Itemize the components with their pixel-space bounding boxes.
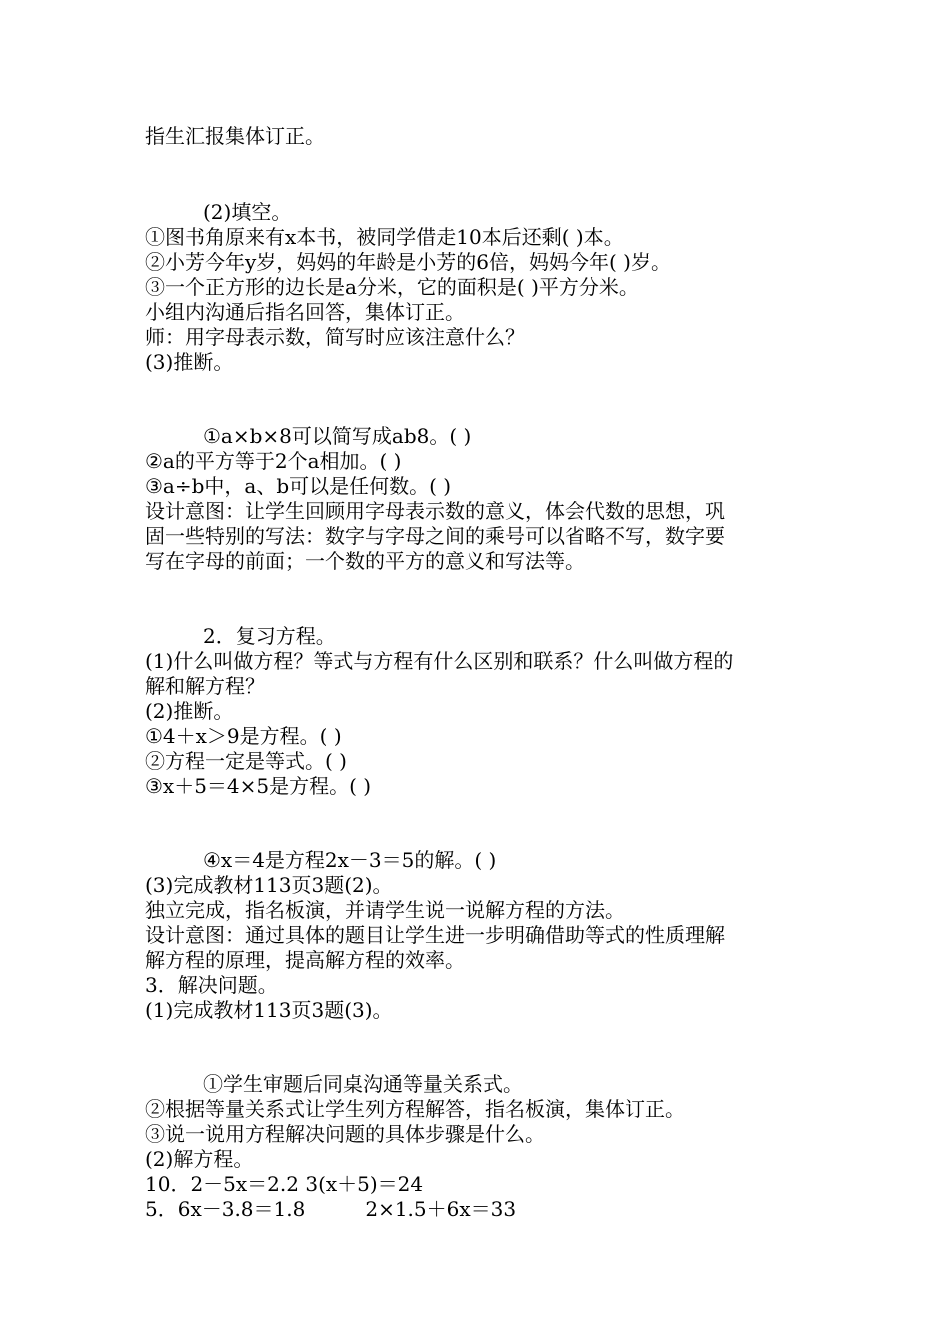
- equation-line: 10．2－5x＝2.2 3(x＋5)＝24: [145, 1172, 424, 1196]
- text-line: (1)完成教材113页3题(3)。: [145, 998, 393, 1022]
- text-line: ③a÷b中，a、b可以是任何数。( ): [145, 474, 452, 498]
- text-line: 指生汇报集体订正。: [145, 124, 325, 148]
- text-line: ①学生审题后同桌沟通等量关系式。: [203, 1072, 523, 1096]
- text-line: 小组内沟通后指名回答，集体订正。: [145, 300, 465, 324]
- text-line: ①4＋x＞9是方程。( ): [145, 724, 342, 748]
- text-line: ②小芳今年y岁，妈妈的年龄是小芳的6倍，妈妈今年( )岁。: [145, 250, 671, 274]
- text-line: ①图书角原来有x本书，被同学借走10本后还剩( )本。: [145, 225, 624, 249]
- text-line: (3)推断。: [145, 350, 234, 374]
- text-line: 师：用字母表示数，简写时应该注意什么？: [145, 325, 525, 349]
- text-line: (2)解方程。: [145, 1147, 254, 1171]
- text-line: 解和解方程？: [145, 674, 265, 698]
- text-line: ③说一说用方程解决问题的具体步骤是什么。: [145, 1122, 545, 1146]
- text-line: (2)推断。: [145, 699, 234, 723]
- section-heading: 3．解决问题。: [145, 973, 278, 997]
- text-line: 固一些特别的写法：数字与字母之间的乘号可以省略不写，数字要: [145, 524, 725, 548]
- text-line: ④x＝4是方程2x－3＝5的解。( ): [203, 848, 497, 872]
- section-heading: 2．复习方程。: [203, 624, 336, 648]
- text-line: ②a的平方等于2个a相加。( ): [145, 449, 402, 473]
- text-line: (3)完成教材113页3题(2)。: [145, 873, 393, 897]
- text-line: 设计意图：让学生回顾用字母表示数的意义，体会代数的思想，巩: [145, 499, 725, 523]
- text-line: (1)什么叫做方程？等式与方程有什么区别和联系？什么叫做方程的: [145, 649, 734, 673]
- text-line: ③x＋5＝4×5是方程。( ): [145, 774, 372, 798]
- text-line: 解方程的原理，提高解方程的效率。: [145, 948, 465, 972]
- section-heading: (2)填空。: [203, 200, 292, 224]
- text-line: ③一个正方形的边长是a分米，它的面积是( )平方分米。: [145, 275, 639, 299]
- equation-line: 5．6x－3.8＝1.8 2×1.5＋6x＝33: [145, 1197, 517, 1221]
- text-line: 写在字母的前面；一个数的平方的意义和写法等。: [145, 549, 585, 573]
- text-line: ②根据等量关系式让学生列方程解答，指名板演，集体订正。: [145, 1097, 685, 1121]
- text-line: ②方程一定是等式。( ): [145, 749, 347, 773]
- text-line: ①a×b×8可以简写成ab8。( ): [203, 424, 472, 448]
- text-line: 独立完成，指名板演，并请学生说一说解方程的方法。: [145, 898, 625, 922]
- text-line: 设计意图：通过具体的题目让学生进一步明确借助等式的性质理解: [145, 923, 725, 947]
